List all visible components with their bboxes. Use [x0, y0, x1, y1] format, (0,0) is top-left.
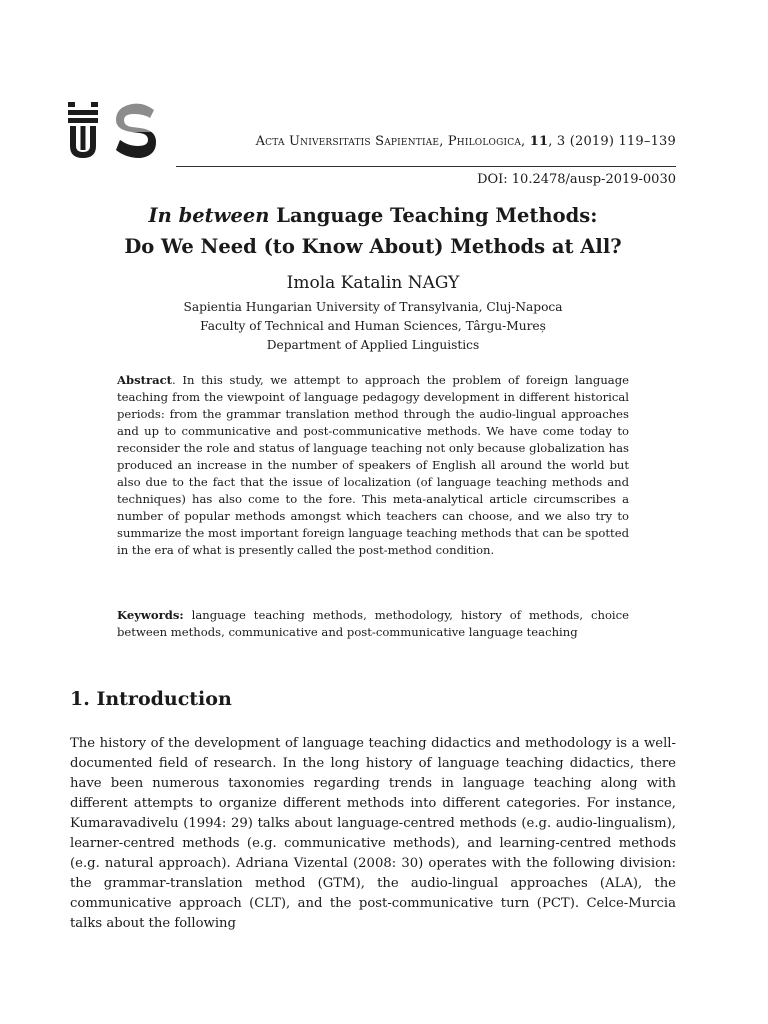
keywords-text: language teaching methods, methodology, history of methods, choice between methods, communicative and post-communicative language teaching — [117, 608, 629, 639]
affiliations — [70, 298, 676, 355]
journal-volume: 11 — [529, 134, 549, 149]
title-italic-part: In between — [148, 204, 270, 227]
affiliation-faculty: Faculty of Technical and Human Sciences, Târgu-Mureș — [200, 319, 546, 333]
keywords — [117, 607, 629, 641]
abstract-label: Abstract — [117, 373, 173, 387]
keywords-label: Keywords: — [117, 608, 184, 622]
author-name: Imola Katalin NAGY — [286, 273, 460, 293]
affiliation-department: Department of Applied Linguistics — [266, 338, 480, 352]
title-line1-rest: Language Teaching Methods: — [269, 204, 598, 227]
header-rule — [176, 166, 676, 167]
introduction-paragraph: The history of the development of language teaching didactics and methodology is a well-documented field of research. In the long history of language teaching didactics, there have been numerous taxonomies regarding trends in language teaching along with different attempts to organize different methods into different categories. For instance, Kumaravadivelu (1994: 29) talks about language-centred methods (e.g. audio-lingualism), learner-centred methods (e.g. communicative methods), and learning-centred methods (e.g. natural approach). Adriana Vizental (2008: 30) operates with the following division: the grammar-translation method (GTM), the audio-lingual approaches (ALA), the communicative approach (CLT), and the post-communicative turn (PCT). Celce-Murcia talks about the following — [70, 736, 676, 931]
article-title — [70, 200, 676, 262]
journal-citation — [200, 134, 676, 149]
abstract — [117, 372, 629, 559]
doi-link[interactable]: DOI: 10.2478/ausp-2019-0030 — [477, 172, 676, 187]
title-line2: Do We Need (to Know About) Methods at All? — [124, 235, 622, 258]
sapientia-logo-icon — [68, 102, 156, 160]
abstract-text: . In this study, we attempt to approach the problem of foreign language teaching from the viewpoint of language pedagogy development in different historical periods: from the grammar translation method through the audio-lingual approaches and up to communicative and post-communicative methods. We have come today to reconsider the role and status of language teaching not only because globalization has produced an increase in the number of speakers of English all around the world but also due to the fact that the issue of localization (of language teaching methods and techniques) has also come to the fore. This meta-analytical article circumscribes a number of popular methods amongst which teachers can choose, and we also try to summarize the most important foreign language teaching methods that can be spotted in the era of what is presently called the post-method condition. — [117, 373, 629, 557]
affiliation-university: Sapientia Hungarian University of Transylvania, Cluj-Napoca — [183, 300, 563, 314]
journal-name: Acta Universitatis Sapientiae, Philologica, — [255, 134, 526, 149]
journal-issue-pages: , 3 (2019) 119–139 — [548, 134, 676, 149]
section-heading-introduction: 1. Introduction — [70, 688, 232, 710]
